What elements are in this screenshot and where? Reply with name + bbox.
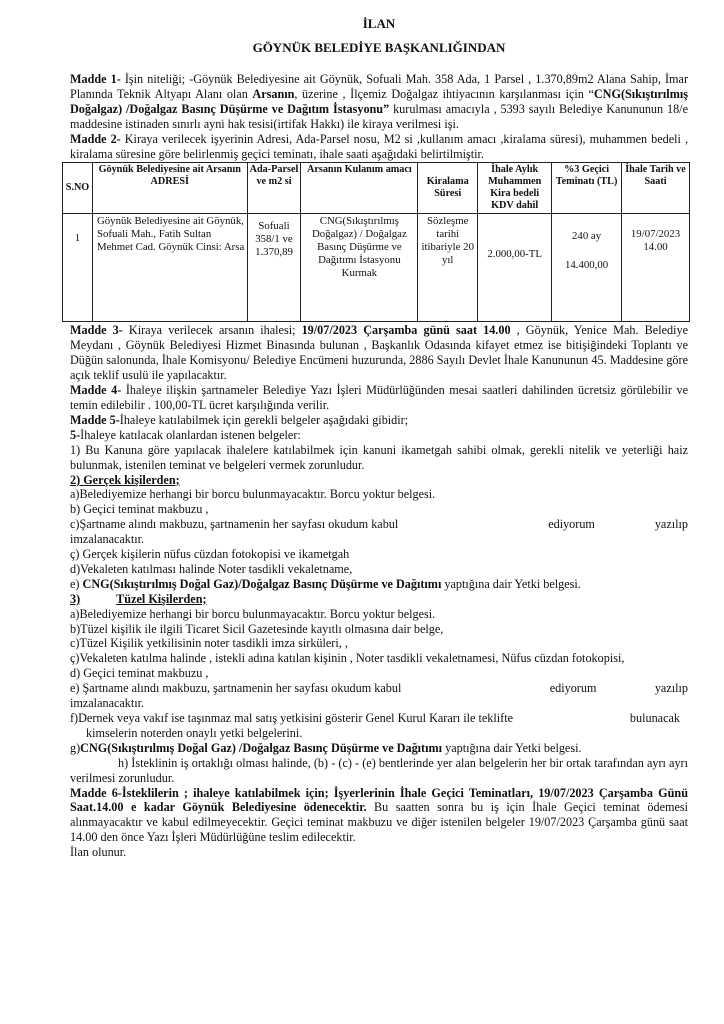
- legal-entities-heading-text: Tüzel Kişilerden;: [116, 591, 207, 606]
- natural-item-cc: ç) Gerçek kişilerin nüfus cüzdan fotokopisi ve ikametgah: [70, 547, 350, 562]
- tender-time: 14.00: [643, 241, 668, 254]
- cell-sno: 1: [63, 214, 93, 322]
- article-3-label: Madde 3-: [70, 323, 123, 338]
- header-address: Göynük Belediyesine ait Arsanın ADRESİ: [92, 163, 247, 214]
- header-duration: Kiralama Süresi: [418, 163, 478, 214]
- deposit-period: 240 ay: [572, 230, 602, 243]
- article-2-label: Madde 2-: [70, 131, 121, 146]
- legal-entities-number: 3): [70, 591, 81, 606]
- legal-item-e-text: e) Şartname alındı makbuzu, şartnamenin her sayfası okudum kabul: [70, 681, 402, 696]
- legal-item-a: a)Belediyemize herhangi bir borcu bulunmayacaktır. Borcu yoktur belgesi.: [70, 606, 436, 621]
- article-4-text: İhaleye ilişkin şartnameler Belediye Yazı İşleri Müdürlüğünden mesai saatleri dahilinden ücretsiz görülebilir ve temin edilebilir . 100,00-TL ücret karşılığında verilir.: [70, 383, 689, 412]
- article-1-label: Madde 1-: [70, 72, 121, 86]
- legal-item-f: [70, 711, 688, 726]
- legal-item-cc: ç)Vekaleten katılma halinde , istekli adına katılan kişinin , Noter tasdikli vekaletnamesi, Nüfus cüzdan fotokopisi,: [70, 651, 625, 666]
- legal-item-e-word-1: ediyorum: [549, 681, 597, 696]
- cell-deposit: [552, 214, 622, 322]
- legal-item-g: [70, 741, 688, 756]
- legal-item-c: c)Tüzel Kişilik yetkilisinin noter tasdikli imza sirküleri, ,: [70, 636, 348, 651]
- article-5-sub-text: İhaleye katılacak olanlardan istenen belgeler:: [80, 427, 301, 442]
- legal-entities-heading: [70, 592, 688, 607]
- requirement-1: 1) Bu Kanuna göre yapılacak ihalelere katılabilmek için kanuni ikametgah sahibi olmak, gerekli nitelik ve yeterliği haiz bulunmak, istenilen teminat ve belgeleri vermek zorunludur.: [70, 442, 688, 472]
- article-5-sub-label: 5-: [70, 427, 81, 442]
- cell-address: Göynük Belediyesine ait Göynük, Sofuali Mah., Fatih Sultan Mehmet Cad. Göynük Cinsi: Arsa: [92, 214, 247, 322]
- article-5: [70, 413, 688, 428]
- legal-item-f-word: bulunacak: [629, 711, 680, 725]
- legal-item-g-suffix: yaptığına dair Yetki belgesi.: [442, 740, 582, 755]
- article-3-text-a: Kiraya verilecek arsanın ihalesi;: [122, 323, 302, 338]
- article-5-text: İhaleye katılabilmek için gerekli belgeler aşağıdaki gibidir;: [119, 412, 409, 427]
- article-2: [70, 132, 688, 162]
- article-5-sub: [70, 428, 688, 443]
- natural-item-a: a)Belediyemize herhangi bir borcu bulunmayacaktır. Borcu yoktur belgesi.: [70, 487, 436, 502]
- natural-item-b: b) Geçici teminat makbuzu ,: [70, 502, 209, 517]
- natural-item-d: d)Vekaleten katılması halinde Noter tasdikli vekaletname,: [70, 561, 353, 576]
- article-1: [70, 72, 688, 132]
- cell-parcel: Sofuali 358/1 ve 1.370,89: [247, 214, 301, 322]
- legal-item-g-prefix: g): [70, 740, 81, 755]
- article-4: [70, 383, 688, 413]
- natural-persons-heading: [70, 473, 688, 488]
- natural-item-c-word-1: ediyorum: [548, 517, 595, 532]
- table-header-row: [63, 163, 690, 214]
- natural-item-e: [70, 577, 688, 592]
- cell-duration: Sözleşme tarihi itibariyle 20 yıl: [418, 214, 478, 322]
- article-5-label: Madde 5-: [70, 412, 120, 427]
- cell-date: [622, 214, 690, 322]
- natural-item-e-suffix: yaptığına dair Yetki belgesi.: [441, 576, 581, 591]
- article-3-bold: 19/07/2023 Çarşamba günü saat 14.00: [301, 323, 511, 338]
- article-1-text-b: , üzerine , İlçemiz Doğalgaz ihtiyacının karşılanması için “: [294, 86, 594, 101]
- article-3-text-b: , Göynük, Yenice Mah. Belediye Meydanı , Göynük Belediyesi Hizmet Binasında bulunan , Başkanlık Odasında kifayet etmez ise bitişiğindeki Toplantı ve Düğün salonunda, İhale Komisyonu/ Belediye Encümeni huzurunda, 2886 Sayılı Devlet İhale Kanununun 45. Maddesine göre açık teklif usulü ile yapılacaktır.: [70, 323, 688, 383]
- deposit-amount: 14.400,00: [564, 259, 609, 272]
- legal-item-h: h) İsteklinin iş ortaklığı olması halinde, (b) - (c) - (e) bentlerinde yer alan belgelerin her bir ortak tarafından ayrı ayrı verilmesi zorunludur.: [70, 755, 688, 785]
- table-row: [63, 214, 690, 322]
- legal-item-f-end: kimselerin noterden onaylı yetki belgelerini.: [86, 725, 303, 740]
- article-1-text-a: İşin niteliği; -Göynük Belediyesine ait Göynük, Sofuali Mah. 358 Ada, 1 Parsel , 1.370,89m2 Alana Sahip, İmar Planında Teknik Altyapı Alanı olan: [70, 72, 688, 101]
- tender-table: [62, 162, 690, 322]
- legal-item-f-text: f)Dernek veya vakıf ise taşınmaz mal satış yetkisini gösterir Genel Kurul Kararı ile teklifte: [70, 711, 513, 725]
- natural-item-c-word-2: yazılıp: [654, 517, 688, 532]
- natural-persons-heading-text: 2) Gerçek kişilerden;: [70, 472, 180, 487]
- header-date: İhale Tarih ve Saati: [622, 163, 690, 214]
- natural-item-e-prefix: e): [70, 576, 83, 591]
- document-subtitle: GÖYNÜK BELEDİYE BAŞKANLIĞINDAN: [252, 40, 506, 55]
- cell-rent: 2.000,00-TL: [478, 214, 552, 322]
- article-1-bold-b: CNG(Sıkıştırılmış Doğalgaz) /Doğalgaz Basınç Düşürme ve Dağıtım İstasyonu”: [70, 86, 688, 116]
- announcement-document: [65, 14, 689, 860]
- cell-purpose: CNG(Sıkıştırılmış Doğalgaz) / Doğalgaz Basınç Düşürme ve Dağıtımı İstasyonu Kurmak: [301, 214, 418, 322]
- article-4-label: Madde 4-: [70, 383, 122, 398]
- legal-item-d: d) Geçici teminat makbuzu ,: [70, 666, 209, 681]
- tender-date: 19/07/2023: [630, 228, 681, 241]
- article-2-text: Kiraya verilecek işyerinin Adresi, Ada-Parsel nosu, M2 si ,kullanım amacı ,kiralama süresi), muhammen bedeli , kiralama süresine göre belirlenmiş geçici teminatı, ihale saati aşağıdaki belirtilmiştir.: [70, 131, 688, 161]
- header-purpose: Arsanın Kulanım amacı: [301, 163, 418, 214]
- legal-item-e: [70, 681, 688, 696]
- legal-item-b: b)Tüzel kişilik ile ilgili Ticaret Sicil Gazetesinde kayıtlı olmasına dair belge,: [70, 621, 444, 636]
- legal-item-g-bold: CNG(Sıkıştırılmış Doğal Gaz) /Doğalgaz Basınç Düşürme ve Dağıtımı: [80, 740, 443, 755]
- article-3: [70, 323, 688, 383]
- legal-item-e-word-2: yazılıp: [654, 681, 688, 696]
- header-parcel: Ada-Parsel ve m2 si: [247, 163, 301, 214]
- article-1-bold-a: Arsanın: [252, 86, 295, 101]
- header-sno: S.NO: [63, 163, 93, 214]
- document-title: İLAN: [362, 16, 396, 31]
- article-6-bold: Madde 6-İsteklilerin ; ihaleye katılabilmek için; İşyerlerinin İhale Geçici Teminatları, 19/07/2023 Çarşamba Günü Saat.14.00 e kadar Göynük Belediyesine ödenecektir.: [70, 785, 688, 815]
- natural-item-e-bold: CNG(Sıkıştırılmış Doğal Gaz)/Doğalgaz Basınç Düşürme ve Dağıtımı: [82, 576, 442, 591]
- article-6-text: Bu saatten sonra bu iş için İhale Geçici teminat ödemesi alınmayacaktır ve kabul edilmeyecektir. Geçici teminat makbuzu ve diğer istenilen belgeler 19/07/2023 Çarşamba günü saat 14.00 den önce Yazı İşleri Müdürlüğüne teslim edilecektir.: [70, 800, 688, 845]
- natural-item-c-end: imzalanacaktır.: [70, 532, 145, 547]
- closing-line: İlan olunur.: [70, 845, 127, 860]
- header-deposit: %3 Geçici Teminatı (TL): [552, 163, 622, 214]
- article-6: [70, 786, 688, 846]
- legal-item-e-end: imzalanacaktır.: [70, 696, 145, 711]
- article-1-text-c: kurulması amacıyla , 5393 sayılı Belediye Kanununun 18/e maddesine istinaden sınırlı ayni hak tesisi(irtifak Hakkı) ile kiraya verilmesi işi.: [70, 101, 688, 131]
- natural-item-c-text: c)Şartname alındı makbuzu, şartnamenin her sayfası okudum kabul: [70, 517, 399, 532]
- header-rent: İhale Aylık Muhammen Kira bedeli KDV dahil: [478, 163, 552, 214]
- natural-item-c: [70, 517, 688, 532]
